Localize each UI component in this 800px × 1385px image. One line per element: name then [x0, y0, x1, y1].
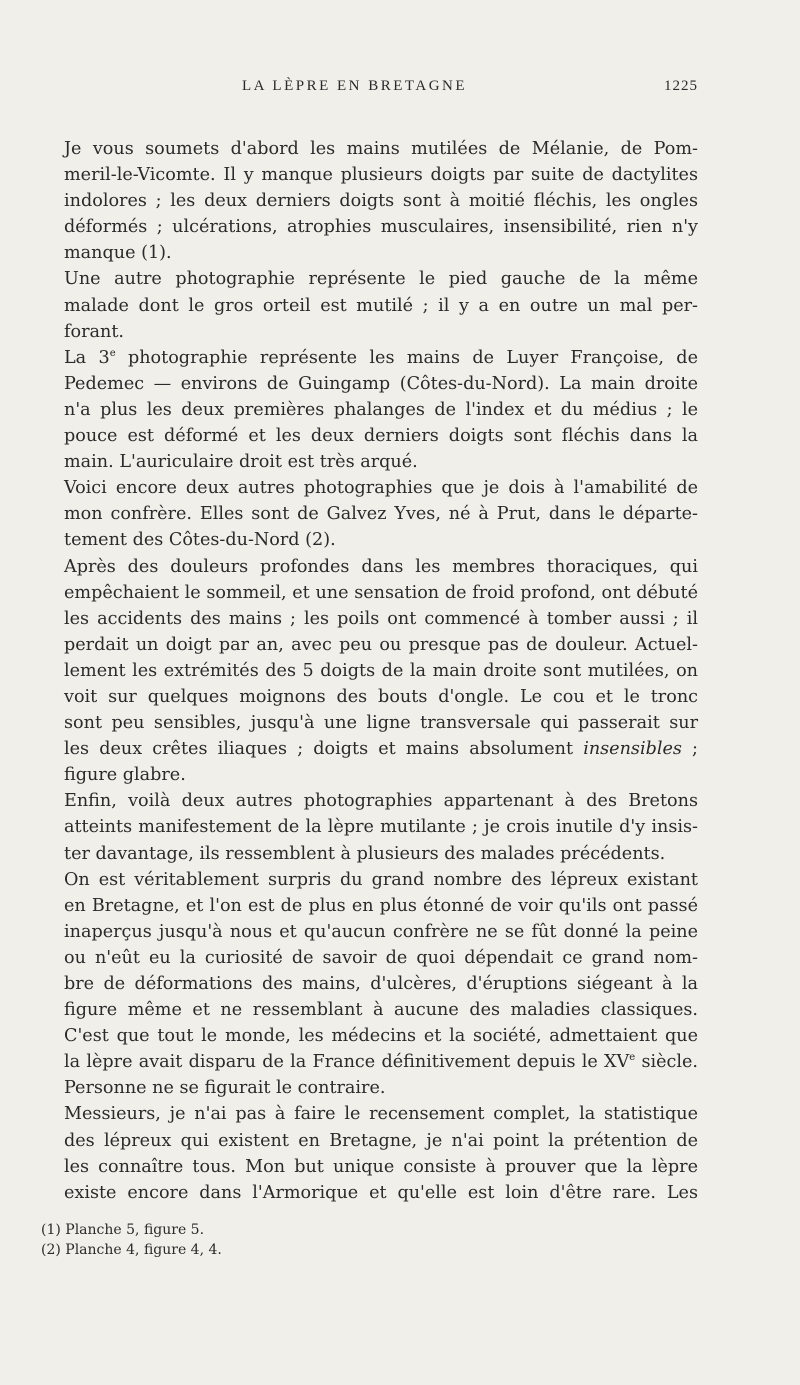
text-line: ou n'eût eu la curiosité de savoir de quoi dépendait ce grand nom- [64, 947, 698, 968]
text-line: Une autre photographie représente le pied gauche de la même [64, 269, 698, 290]
text-line: existe encore dans l'Armorique et qu'elle est loin d'être rare. Les [64, 1182, 698, 1203]
text-line: C'est que tout le monde, les médecins et la société, admettaient que [64, 1026, 698, 1047]
book-page [32, 0, 698, 1385]
text-line: n'a plus les deux premières phalanges de l'index et du médius ; le [64, 399, 698, 420]
text-line: manque (1). [64, 243, 172, 264]
text-line: les connaître tous. Mon but unique consiste à prouver que la lèpre [64, 1156, 698, 1177]
paragraph [32, 345, 698, 475]
text-line: main. L'auriculaire droit est très arqué. [64, 452, 418, 473]
text-line: les accidents des mains ; les poils ont commencé à tomber aussi ; il [64, 608, 698, 629]
text-line: mon confrère. Elles sont de Galvez Yves, né à Prut, dans le départe- [64, 504, 698, 525]
text-line: indolores ; les deux derniers doigts sont à moitié fléchis, les ongles [64, 191, 698, 212]
text-line: La 3e photographie représente les mains de Luyer Françoise, de [64, 347, 698, 368]
text-line: malade dont le gros orteil est mutilé ; il y a en outre un mal per- [64, 295, 698, 316]
text-line: les deux crêtes iliaques ; doigts et mains absolument insensibles ; [64, 739, 698, 760]
text-line: On est véritablement surpris du grand nombre des lépreux existant [64, 869, 698, 890]
text-line: empêchaient le sommeil, et une sensation de froid profond, ont débuté [64, 582, 698, 603]
text-line: forant. [64, 321, 124, 342]
footnote: (1) Planche 5, figure 5. [41, 1222, 205, 1238]
body-text [32, 136, 698, 1206]
text-line: inaperçus jusqu'à nous et qu'aucun confrère ne se fût donné la peine [64, 921, 698, 942]
page-number: 1225 [664, 78, 698, 94]
text-line: meril-le-Vicomte. Il y manque plusieurs doigts par suite de dactylites [64, 165, 698, 186]
running-head [32, 78, 698, 102]
paragraph [32, 475, 698, 553]
running-title: LA LÈPRE EN BRETAGNE [242, 78, 468, 94]
text-line: sont peu sensibles, jusqu'à une ligne transversale qui passerait sur [64, 713, 698, 734]
text-line: Je vous soumets d'abord les mains mutilées de Mélanie, de Pom- [64, 139, 698, 159]
paragraph [32, 1101, 698, 1205]
paragraph [32, 867, 698, 1102]
footnotes [32, 1220, 698, 1260]
text-line: la lèpre avait disparu de la France définitivement depuis le XVe siècle. [64, 1052, 698, 1073]
text-line: en Bretagne, et l'on est de plus en plus étonné de voir qu'ils ont passé [64, 895, 698, 916]
paragraph [32, 136, 698, 266]
paragraph [32, 788, 698, 866]
text-line: voit sur quelques moignons des bouts d'ongle. Le cou et le tronc [64, 686, 698, 707]
text-line: atteints manifestement de la lèpre mutilante ; je crois inutile d'y insis- [64, 817, 698, 838]
text-line: Enfin, voilà deux autres photographies appartenant à des Bretons [64, 791, 698, 812]
text-line: des lépreux qui existent en Bretagne, je n'ai point la prétention de [64, 1130, 698, 1151]
text-line: figure glabre. [64, 765, 186, 786]
text-line: lement les extrémités des 5 doigts de la main droite sont mutilées, on [64, 660, 698, 681]
text-line: Messieurs, je n'ai pas à faire le recensement complet, la statistique [64, 1104, 698, 1125]
paragraph [32, 554, 698, 789]
text-line: figure même et ne ressemblant à aucune des maladies classiques. [64, 1000, 698, 1021]
text-line: perdait un doigt par an, avec peu ou presque pas de douleur. Actuel- [64, 634, 698, 655]
text-line: Voici encore deux autres photographies que je dois à l'amabilité de [64, 478, 698, 499]
text-line: Pedemec — environs de Guingamp (Côtes-du-Nord). La main droite [64, 373, 698, 394]
text-line: ter davantage, ils ressemblent à plusieurs des malades précédents. [64, 843, 666, 864]
text-line: Après des douleurs profondes dans les membres thoraciques, qui [64, 556, 698, 577]
text-line: déformés ; ulcérations, atrophies musculaires, insensibilité, rien n'y [64, 217, 698, 238]
text-line: Personne ne se figurait le contraire. [64, 1078, 386, 1099]
text-line: pouce est déformé et les deux derniers doigts sont fléchis dans la [64, 426, 698, 447]
paragraph [32, 266, 698, 344]
text-line: tement des Côtes-du-Nord (2). [64, 530, 336, 551]
text-line: bre de déformations des mains, d'ulcères, d'éruptions siégeant à la [64, 974, 698, 994]
footnote: (2) Planche 4, figure 4, 4. [41, 1242, 222, 1258]
